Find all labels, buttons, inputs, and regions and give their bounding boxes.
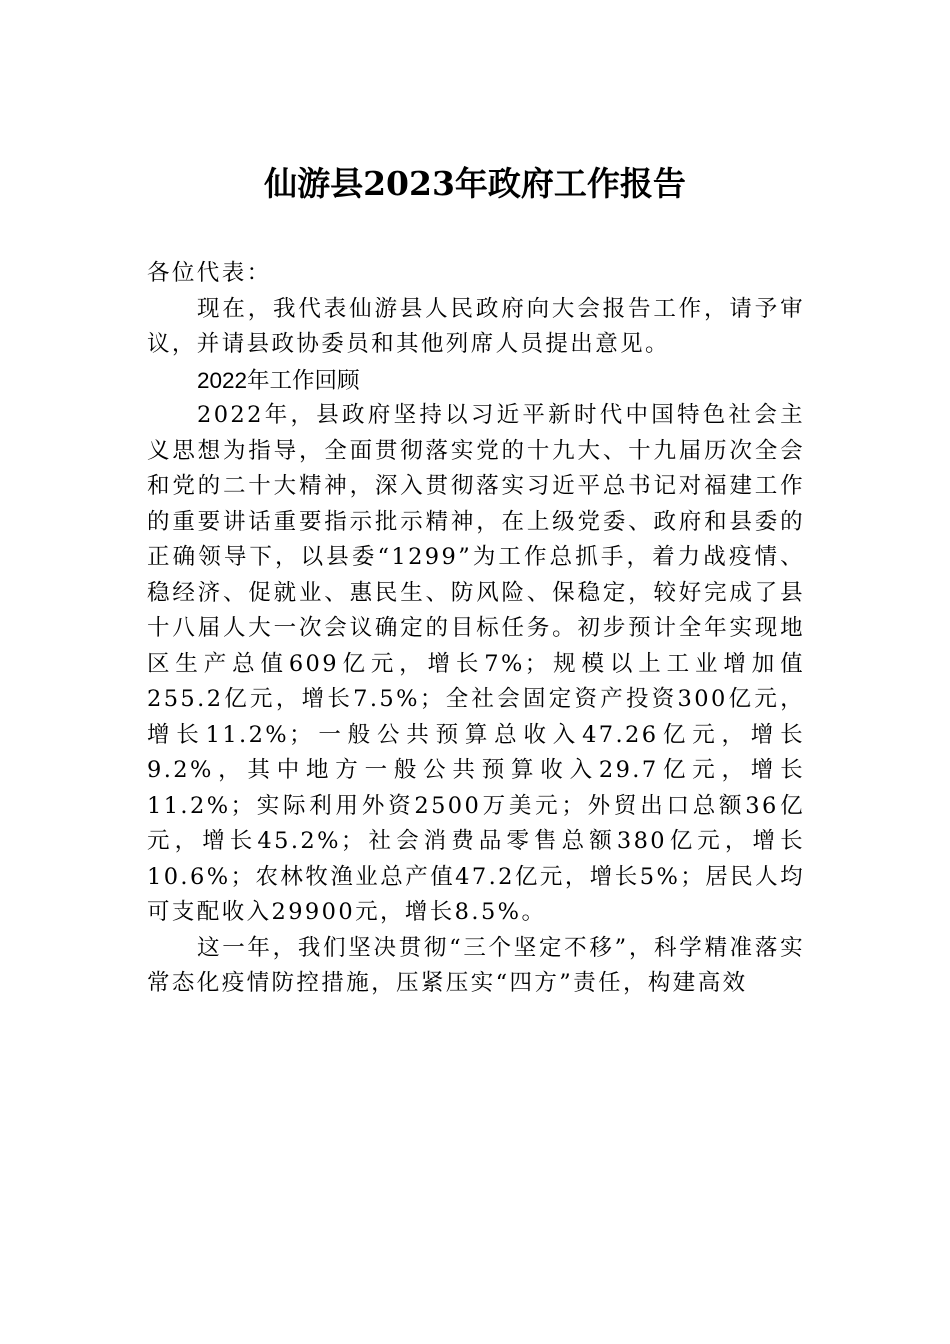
salutation: 各位代表： — [147, 260, 272, 286]
section-heading: 2022年工作回顾 — [197, 367, 360, 393]
document-body — [147, 256, 805, 1002]
intro-paragraph: 现在，我代表仙游县人民政府向大会报告工作，请予审议，并请县政协委员和其他列席人员提出意见。 — [147, 295, 805, 357]
continuation-paragraph: 这一年，我们坚决贯彻“三个坚定不移”，科学精准落实常态化疫情防控措施，压紧压实“四方”责任，构建高效 — [147, 934, 805, 996]
review-paragraph: 2022年，县政府坚持以习近平新时代中国特色社会主义思想为指导，全面贯彻落实党的十九大、十九届历次全会和党的二十大精神，深入贯彻落实习近平总书记对福建工作的重要讲话重要指示批示精神，在上级党委、政府和县委的正确领导下，以县委“1299”为工作总抓手，着力战疫情、稳经济、促就业、惠民生、防风险、保稳定，较好完成了县十八届人大一次会议确定的目标任务。初步预计全年实现地区生产总值609亿元，增长7%；规模以上工业增加值255.2亿元，增长7.5%；全社会固定资产投资300亿元，增长11.2%；一般公共预算总收入47.26亿元，增长9.2%，其中地方一般公共预算收入29.7亿元，增长11.2%；实际利用外资2500万美元；外贸出口总额36亿元，增长45.2%；社会消费品零售总额380亿元，增长10.6%；农林牧渔业总产值47.2亿元，增长5%；居民人均可支配收入29900元，增长8.5%。 — [147, 402, 805, 925]
document-title: 仙游县2023年政府工作报告 — [264, 164, 686, 203]
